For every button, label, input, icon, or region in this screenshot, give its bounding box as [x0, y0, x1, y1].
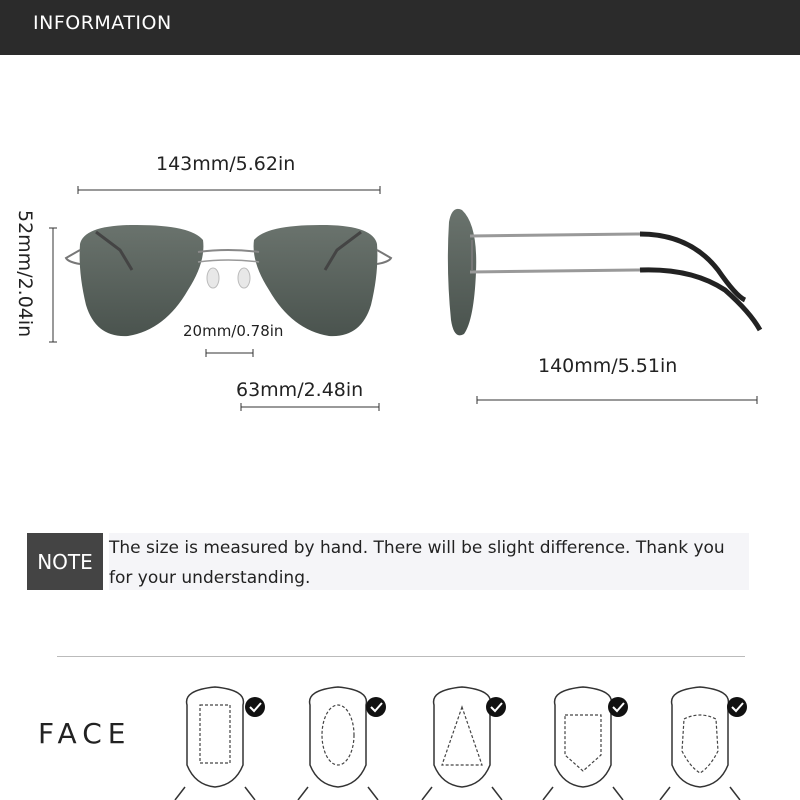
lens-height-label: 52mm/2.04in [14, 210, 36, 338]
note-label: NOTE [27, 533, 103, 590]
lens-width-line [241, 403, 379, 411]
front-view-glasses [66, 225, 391, 336]
lens-height-line [49, 228, 57, 342]
temple-length-line [477, 396, 757, 404]
oval-face-icon [298, 687, 386, 800]
temple-length-label: 140mm/5.51in [538, 355, 678, 377]
header-title: INFORMATION [33, 12, 172, 34]
lens-width-label: 63mm/2.48in [236, 379, 364, 401]
side-view-glasses [448, 209, 760, 336]
triangle-face-icon [422, 687, 506, 800]
total-width-line [78, 186, 380, 194]
square-face-icon [543, 687, 628, 800]
face-label: FACE [38, 717, 132, 750]
note-text: The size is measured by hand. There will be slight difference. Thank you for your understanding. [109, 533, 749, 590]
heart-face-icon [660, 687, 747, 800]
face-shapes [175, 687, 747, 800]
bridge-line [206, 349, 253, 357]
rectangle-face-icon [175, 687, 265, 800]
divider [57, 656, 745, 657]
bridge-label: 20mm/0.78in [183, 322, 284, 340]
total-width-label: 143mm/5.62in [156, 153, 296, 175]
